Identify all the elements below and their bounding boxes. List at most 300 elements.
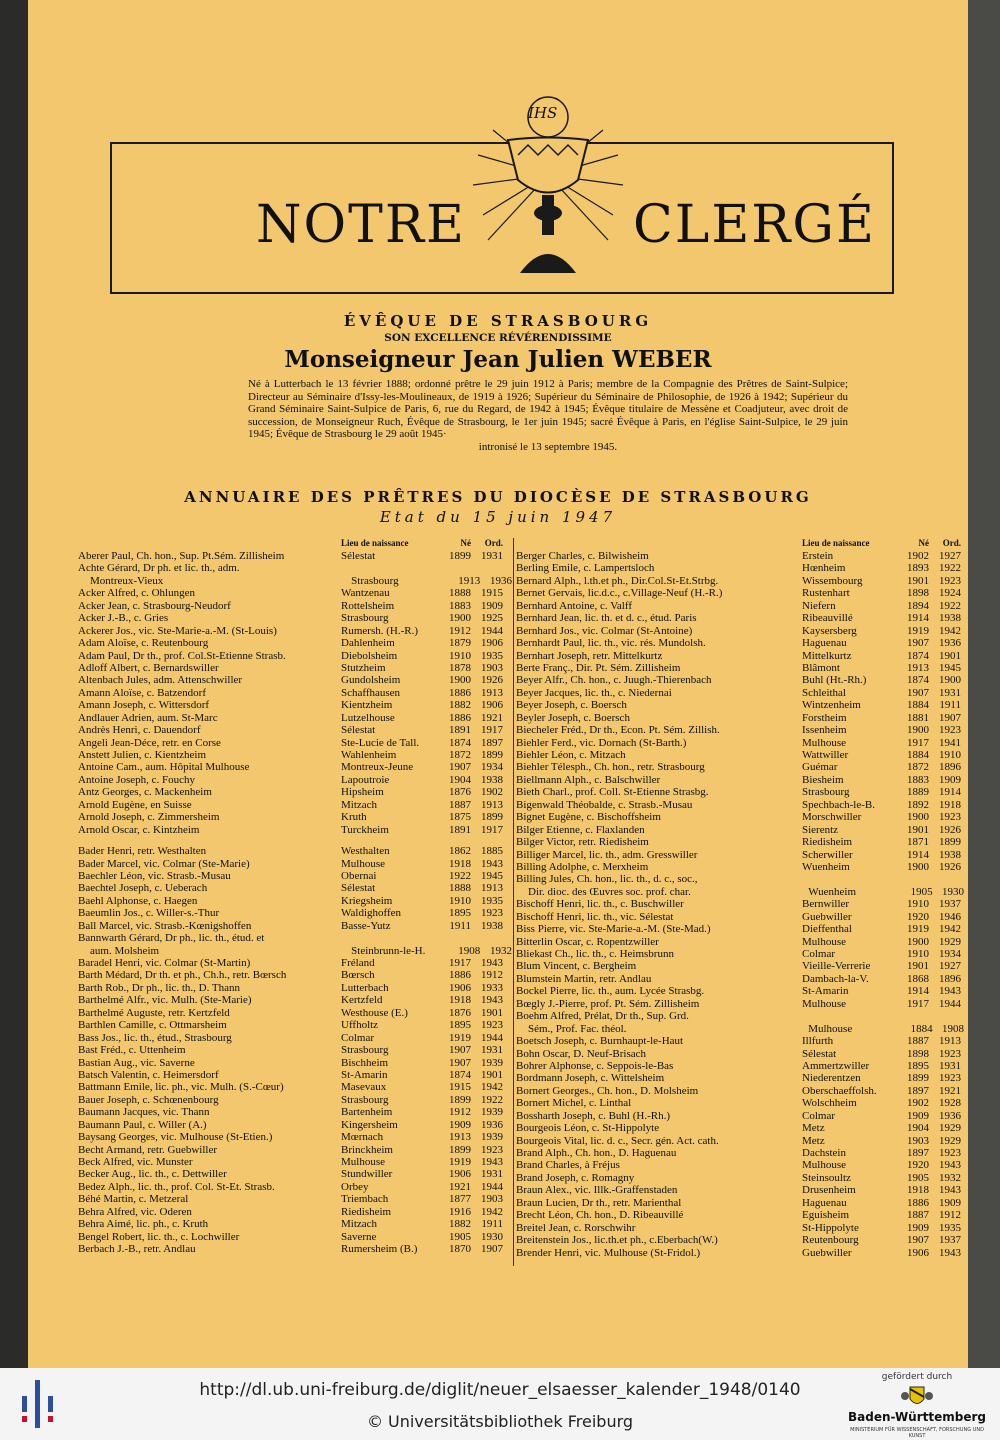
priest-entry <box>516 1072 964 1084</box>
birthplace: Haguenau <box>802 1196 847 1209</box>
birth-year: 1872 <box>449 749 471 761</box>
ordination-year: 1944 <box>481 1031 503 1044</box>
ordination-year: 1901 <box>939 649 961 662</box>
ordination-year: 1943 <box>939 985 961 998</box>
birthplace: Uffholtz <box>341 1019 379 1032</box>
priest-entry <box>516 761 964 773</box>
priest-entry <box>78 1144 512 1156</box>
ordination-year: 1924 <box>939 587 961 600</box>
priest-name: Bieth Charl., prof. Coll. St-Etienne Strasbg. <box>516 786 709 799</box>
priest-name: Baechler Léon, vic. Strasb.-Musau <box>78 869 231 882</box>
birth-year: 1900 <box>907 935 929 948</box>
ordination-year: 1943 <box>481 857 503 870</box>
birth-year: 1878 <box>449 661 471 674</box>
birth-year: 1917 <box>907 997 929 1010</box>
ordination-year <box>929 873 961 885</box>
birth-year: 1868 <box>907 972 929 985</box>
priest-entry <box>516 985 964 997</box>
priest-name: Boehm Alfred, Prélat, Dr th., Sup. Grd. <box>516 1010 689 1023</box>
birth-year: 1918 <box>449 857 471 870</box>
priest-entry <box>516 600 964 612</box>
priest-name: Barthlen Camille, c. Ottmarsheim <box>78 1019 227 1032</box>
birthplace: Saverne <box>341 1230 377 1243</box>
priest-name: Bohrer Alphonse, c. Seppois-le-Bas <box>516 1059 674 1072</box>
ordination-year: 1921 <box>939 1084 961 1097</box>
priest-name: Breitel Jean, c. Rorschwihr <box>516 1221 636 1234</box>
birthplace: Obernai <box>341 869 377 882</box>
priest-entry <box>516 562 964 574</box>
priest-entry <box>78 1168 512 1180</box>
birthplace: Mitzach <box>341 1218 378 1231</box>
ordination-year: 1931 <box>939 1059 961 1072</box>
ordination-year: 1931 <box>939 686 961 699</box>
ordination-year: 1942 <box>481 1081 503 1094</box>
ordination-year: 1923 <box>939 574 961 587</box>
ordination-year: 1938 <box>481 919 503 932</box>
birthplace: Bischheim <box>341 1056 389 1069</box>
priest-entry <box>78 562 512 574</box>
priest-name: Bannwarth Gérard, Dr ph., lic. th., étud. et <box>78 932 265 945</box>
priest-entry <box>516 1122 964 1134</box>
birthplace: Stutzheim <box>341 661 386 674</box>
birth-year <box>897 873 929 885</box>
birthplace: Masevaux <box>341 1081 387 1094</box>
ordination-year: 1932 <box>939 1171 961 1184</box>
birthplace: Mulhouse <box>802 997 846 1010</box>
ordination-year: 1927 <box>939 960 961 973</box>
priest-name: Adam Aloïse, c. Reutenbourg <box>78 637 209 650</box>
birth-year: 1921 <box>449 1180 471 1193</box>
birthplace: Rottelsheim <box>341 599 395 612</box>
ordination-year: 1917 <box>481 823 503 836</box>
priest-entry <box>516 1222 964 1234</box>
ordination-year: 1936 <box>939 637 961 650</box>
priest-entry <box>78 1094 512 1106</box>
ordination-year: 1922 <box>939 562 961 575</box>
priest-entry <box>78 587 512 599</box>
birthplace: Strasbourg <box>341 1093 389 1106</box>
birthplace: Mulhouse <box>341 1156 385 1168</box>
priest-entry <box>78 637 512 649</box>
priest-entry <box>78 625 512 637</box>
priest-name: Bilger Victor, retr. Riedisheim <box>516 836 649 849</box>
birthplace: Diebolsheim <box>341 649 398 662</box>
ordination-year: 1930 <box>481 1230 503 1243</box>
col-place-header: Lieu de naissance <box>802 538 870 548</box>
birthplace: Wahlenheim <box>341 749 397 761</box>
priest-entry <box>78 712 512 724</box>
birthplace: Westhouse (E.) <box>341 1006 408 1019</box>
birthplace: Wissembourg <box>802 574 863 587</box>
birthplace: Wantzenau <box>341 587 390 600</box>
priest-entry <box>78 550 512 562</box>
priest-entry <box>516 973 964 985</box>
birthplace: Rumersh. (H.-R.) <box>341 624 418 637</box>
priest-entry <box>78 1106 512 1118</box>
birth-year: 1870 <box>449 1243 471 1256</box>
birth-year: 1919 <box>907 624 929 637</box>
birth-year: 1901 <box>907 960 929 973</box>
col-ord-header: Ord. <box>942 538 961 548</box>
birthplace: Guebwiller <box>802 910 852 923</box>
priest-entry <box>516 737 964 749</box>
ordination-year: 1922 <box>939 599 961 612</box>
priest-name: Behra Aimé, lic. ph., c. Kruth <box>78 1218 209 1231</box>
priest-entry <box>516 861 964 873</box>
birthplace: Buhl (Ht.-Rh.) <box>802 674 867 687</box>
ordination-year: 1926 <box>939 860 961 873</box>
birth-year: 1882 <box>449 1218 471 1231</box>
ordination-year: 1911 <box>939 699 961 712</box>
priest-name: Aberer Paul, Ch. hon., Sup. Pt.Sém. Zillisheim <box>78 550 285 562</box>
column-divider <box>513 538 514 1266</box>
ordination-year: 1934 <box>481 761 503 774</box>
birthplace: Scherwiller <box>802 848 853 861</box>
priest-name: Battmann Emile, lic. ph., vic. Mulh. (S.-Cœur) <box>78 1081 284 1094</box>
priest-name: Brender Henri, vic. Mulhouse (St-Fridol.) <box>516 1246 701 1259</box>
birth-year: 1876 <box>449 786 471 799</box>
birthplace: Fréland <box>341 957 375 969</box>
priest-name: Brand Charles, à Fréjus <box>516 1159 620 1172</box>
priest-entry <box>516 662 964 674</box>
birth-year: 1874 <box>449 1068 471 1081</box>
ordination-year: 1938 <box>939 612 961 625</box>
priest-entry <box>78 737 512 749</box>
birth-year: 1886 <box>449 686 471 699</box>
priest-entry <box>516 849 964 861</box>
birth-year: 1910 <box>449 894 471 907</box>
priest-name: Bernhart Joseph, retr. Mittelkurtz <box>516 649 663 662</box>
priest-name: Arnold Eugène, en Suisse <box>78 798 192 811</box>
priest-entry <box>516 1110 964 1122</box>
birthplace: Dachstein <box>802 1147 846 1159</box>
birthplace: Metz <box>802 1122 825 1135</box>
ordination-year: 1910 <box>939 749 961 761</box>
priest-name: Achte Gérard, Dr ph. et lic. th., adm. <box>78 562 240 575</box>
priest-name: Baysang Georges, vic. Mulhouse (St-Etien.) <box>78 1131 273 1144</box>
priest-name: Bliekast Ch., lic. th., c. Heimsbrunn <box>516 948 674 960</box>
birth-year: 1906 <box>449 1168 471 1181</box>
priest-entry <box>516 699 964 711</box>
birth-year <box>897 1010 929 1022</box>
priest-entry <box>516 1135 964 1147</box>
birth-year: 1908 <box>458 944 481 957</box>
viewer-footer <box>0 1368 1000 1440</box>
birth-year: 1905 <box>907 1171 929 1184</box>
priest-name: Bœgly J.-Pierre, prof. Pt. Sém. Zillisheim <box>516 997 700 1010</box>
birth-year: 1906 <box>449 981 471 994</box>
priest-entry <box>516 886 964 898</box>
priest-name: Bedez Alph., lic. th., prof. Col. St-Et. Strasb. <box>78 1180 275 1193</box>
birthplace: Wuenheim <box>808 885 857 898</box>
column-header <box>78 538 512 550</box>
ordination-year: 1930 <box>942 885 965 898</box>
ordination-year: 1943 <box>939 1159 961 1172</box>
priest-name: Biecheler Fréd., Dr th., Econ. Pt. Sém. Zillish. <box>516 724 720 737</box>
sponsor-label: gefördert durch <box>881 1372 953 1382</box>
birth-year: 1902 <box>907 550 929 562</box>
birth-year: 1895 <box>449 907 471 920</box>
ordination-year <box>929 1010 961 1022</box>
ordination-year: 1944 <box>481 1180 503 1193</box>
ordination-year: 1909 <box>481 599 503 612</box>
ordination-year: 1912 <box>481 969 503 982</box>
priest-name: Blum Vincent, c. Bergheim <box>516 960 637 973</box>
birth-year: 1898 <box>907 1047 929 1060</box>
priest-name: Biehler Ferd., vic. Dornach (St-Barth.) <box>516 736 687 749</box>
birthplace: Strasbourg <box>341 1044 389 1057</box>
birthplace: St-Hippolyte <box>802 1221 859 1234</box>
priest-entry <box>78 662 512 674</box>
birthplace: Wintzenheim <box>802 699 861 712</box>
priest-entry <box>78 920 512 932</box>
birth-year: 1897 <box>907 1147 929 1159</box>
birthplace: Sierentz <box>802 823 839 836</box>
priest-entry <box>78 575 512 587</box>
birthplace: Lutzelhouse <box>341 711 395 724</box>
birthplace: Morschwiller <box>802 811 862 824</box>
priest-entry <box>516 1023 964 1035</box>
priest-name: Boetsch Joseph, c. Burnhaupt-le-Haut <box>516 1035 684 1048</box>
priest-name: Baeumlin Jos., c. Willer-s.-Thur <box>78 907 220 920</box>
priest-name: Acker Jean, c. Strasbourg-Neudorf <box>78 599 231 612</box>
priest-entry <box>78 845 512 857</box>
priest-entry <box>516 836 964 848</box>
birth-year: 1888 <box>449 882 471 895</box>
priest-name: Amann Aloïse, c. Batzendorf <box>78 686 206 699</box>
priest-entry <box>78 994 512 1006</box>
birthplace: Gundolsheim <box>341 674 401 687</box>
ordination-year: 1923 <box>939 1047 961 1060</box>
birth-year: 1922 <box>449 869 471 882</box>
priest-name: Berbach J.-B., retr. Andlau <box>78 1243 196 1256</box>
priest-entry <box>78 1007 512 1019</box>
ordination-year <box>471 562 503 574</box>
priest-name: Beyer Jacques, lic. th., c. Niedernai <box>516 686 672 699</box>
birthplace: Sélestat <box>341 550 376 562</box>
birthplace: Kaysersberg <box>802 624 857 637</box>
ordination-year: 1917 <box>481 724 503 737</box>
priest-entry <box>78 612 512 624</box>
ordination-year: 1903 <box>481 661 503 674</box>
birth-year: 1874 <box>907 674 929 687</box>
priest-name: Blumstein Martin, retr. Andlau <box>516 972 652 985</box>
priest-name: Arnold Joseph, c. Zimmersheim <box>78 811 220 824</box>
priest-name: Braun Alex., vic. Illk.-Graffenstaden <box>516 1184 678 1197</box>
ordination-year: 1936 <box>939 1109 961 1122</box>
ordination-year: 1943 <box>939 1184 961 1197</box>
priest-entry <box>78 724 512 736</box>
birth-year: 1905 <box>910 885 933 898</box>
birth-year: 1900 <box>449 612 471 625</box>
ordination-year: 1936 <box>490 574 512 587</box>
ordination-year: 1945 <box>939 661 961 674</box>
priest-name: Bauer Joseph, c. Schœnenbourg <box>78 1093 219 1106</box>
birth-year: 1919 <box>449 1031 471 1044</box>
priest-name: Baehl Alphonse, c. Haegen <box>78 894 198 907</box>
coat-of-arms-icon <box>900 1384 934 1410</box>
priest-name: Breitenstein Jos., lic.th.et ph., c.Eberbach(W.) <box>516 1234 718 1247</box>
birth-year: 1907 <box>907 686 929 699</box>
priest-name: Bastian Aug., vic. Saverne <box>78 1056 195 1069</box>
priest-entry <box>516 1060 964 1072</box>
priest-name: Bast Fréd., c. Uttenheim <box>78 1044 186 1057</box>
priest-entry <box>516 575 964 587</box>
ordination-year: 1939 <box>481 1056 503 1069</box>
birthplace: Mulhouse <box>802 1159 846 1172</box>
ordination-year: 1938 <box>481 773 503 786</box>
birthplace: St-Amarin <box>341 1068 388 1081</box>
priest-name: Amann Joseph, c. Wittersdorf <box>78 699 210 712</box>
birth-year: 1886 <box>449 969 471 982</box>
priest-name: Angeli Jean-Déce, retr. en Corse <box>78 736 221 749</box>
priest-entry <box>78 932 512 944</box>
priest-name: Ball Marcel, vic. Strasb.-Kœnigshoffen <box>78 919 252 932</box>
priest-name: Bigenwald Théobalde, c. Strasb.-Musau <box>516 798 693 811</box>
priest-entry <box>78 749 512 761</box>
priest-name: Bernard Alph., l.th.et ph., Dir.Col.St-Et.Strbg. <box>516 574 719 587</box>
priest-name: Brecht Léon, Ch. hon., D. Ribeauvillé <box>516 1209 684 1222</box>
birth-year: 1917 <box>907 736 929 749</box>
birth-year: 1887 <box>907 1035 929 1048</box>
birthplace: Ribeauvillé <box>802 612 853 625</box>
priest-list-left <box>78 538 512 1256</box>
priest-name: Bernhardt Paul, lic. th., vic. rés. Mundolsh. <box>516 637 706 650</box>
birth-year: 1913 <box>907 661 929 674</box>
bio-text: Né à Lutterbach le 13 février 1888; ordonné prêtre le 29 juin 1912 à Paris; membre de la Compagnie des Prêtres de Saint-Sulpice; Directeur au Séminaire d'Issy-les-Moulineaux, de 1919 à 1926; Supérieur du Séminaire de Philosophie, de 1926 à 1942; Supérieur du Grand Séminaire Saint-Sulpice de Paris, 6, rue du Regard, de 1942 à 1945; Évêque titulaire de Messène et Coadjuteur, avec droit de succession, de Monseigneur Ruch, Évêque de Strasbourg, le 1er juin 1945; sacré Évêque à Paris, en l'église Saint-Sulpice, le 29 juin 1945; Évêque de Strasbourg le 29 août 1945· <box>248 378 848 440</box>
priest-name: Antoine Cam., aum. Hôpital Mulhouse <box>78 761 250 774</box>
ordination-year: 1936 <box>481 1118 503 1131</box>
ordination-year: 1928 <box>939 1097 961 1110</box>
priest-name: Bernhard Jean, lic. th. et d. c., étud. Paris <box>516 612 697 625</box>
title-clerge: CLERGÉ <box>633 195 876 255</box>
ordination-year: 1911 <box>481 1218 503 1231</box>
priest-name: Bossharth Joseph, c. Buhl (H.-Rh.) <box>516 1109 670 1122</box>
priest-entry <box>516 1035 964 1047</box>
priest-name: Bohn Oscar, D. Neuf-Brisach <box>516 1047 646 1060</box>
priest-name: Baumann Paul, c. Willer (A.) <box>78 1118 207 1131</box>
priest-name: Anstett Julien, c. Kientzheim <box>78 749 206 761</box>
ordination-year: 1929 <box>939 1122 961 1135</box>
priest-name: Adloff Albert, c. Bernardswiller <box>78 661 219 674</box>
ordination-year: 1933 <box>481 981 503 994</box>
priest-entry <box>516 1172 964 1184</box>
birth-year: 1910 <box>907 898 929 911</box>
priest-name: Bornert Georges., Ch. hon., D. Molsheim <box>516 1084 699 1097</box>
priest-entry <box>516 1147 964 1159</box>
priest-entry <box>78 1231 512 1243</box>
ordination-year: 1942 <box>939 624 961 637</box>
priest-name: Antoine Joseph, c. Fouchy <box>78 773 196 786</box>
birthplace: Triembach <box>341 1193 389 1206</box>
ordination-year: 1939 <box>481 1131 503 1144</box>
priest-name: Beyler Joseph, c. Boersch <box>516 711 630 724</box>
birthplace: Biesheim <box>802 773 844 786</box>
ordination-year: 1925 <box>481 612 503 625</box>
birth-year: 1895 <box>907 1059 929 1072</box>
priest-name: Baechtel Joseph, c. Ueberach <box>78 882 208 895</box>
title-notre: NOTRE <box>256 195 466 255</box>
priest-entry <box>516 1247 964 1259</box>
ordination-year: 1943 <box>939 1246 961 1259</box>
ordination-year: 1909 <box>939 773 961 786</box>
priest-entry <box>78 1057 512 1069</box>
priest-entry <box>78 945 512 957</box>
ordination-year: 1903 <box>481 1193 503 1206</box>
birth-year: 1897 <box>907 1084 929 1097</box>
priest-entry <box>78 895 512 907</box>
document-url[interactable]: http://dl.ub.uni-freiburg.de/diglit/neuer_elsaesser_kalender_1948/0140 <box>199 1380 801 1400</box>
birthplace: Bartenheim <box>341 1106 393 1119</box>
column-header <box>516 538 964 550</box>
ordination-year: 1935 <box>939 1221 961 1234</box>
birth-year: 1900 <box>449 674 471 687</box>
birthplace: Reutenbourg <box>802 1234 859 1247</box>
priest-entry <box>78 1181 512 1193</box>
birth-year: 1899 <box>449 1143 471 1156</box>
priest-entry <box>78 907 512 919</box>
ordination-year: 1899 <box>481 811 503 824</box>
birthplace: Stundwiller <box>341 1168 393 1181</box>
ordination-year: 1897 <box>481 736 503 749</box>
ordination-year: 1946 <box>939 910 961 923</box>
birth-year: 1872 <box>907 761 929 774</box>
priest-name: Bernhard Jos., vic. Colmar (St-Antoine) <box>516 624 693 637</box>
ordination-year: 1913 <box>481 798 503 811</box>
birth-year: 1909 <box>449 1118 471 1131</box>
priest-entry <box>516 799 964 811</box>
priest-name: Billiger Marcel, lic. th., adm. Gresswiller <box>516 848 698 861</box>
priest-entry <box>516 587 964 599</box>
priest-entry <box>516 998 964 1010</box>
birth-year: 1883 <box>907 773 929 786</box>
priest-entry <box>516 1184 964 1196</box>
birthplace: Kruth <box>341 811 367 824</box>
ordination-year: 1921 <box>481 711 503 724</box>
birthplace: Ammertzwiller <box>802 1059 870 1072</box>
priest-entry <box>78 761 512 773</box>
ordination-year: 1901 <box>481 1006 503 1019</box>
ordination-year: 1901 <box>481 1068 503 1081</box>
priest-entry <box>516 1085 964 1097</box>
priest-name: Bernet Gervais, lic.d.c., c.Village-Neuf (H.-R.) <box>516 587 723 600</box>
priest-name: Beck Alfred, vic. Munster <box>78 1156 193 1168</box>
priest-entry <box>516 911 964 923</box>
priest-entry <box>78 600 512 612</box>
birth-year: 1907 <box>449 1044 471 1057</box>
priest-name: Andrès Henri, c. Dauendorf <box>78 724 201 737</box>
priest-entry <box>516 948 964 960</box>
ordination-year: 1938 <box>939 848 961 861</box>
ordination-year: 1913 <box>481 882 503 895</box>
birth-year: 1907 <box>449 761 471 774</box>
ordination-year: 1902 <box>481 786 503 799</box>
birthplace: St-Amarin <box>802 985 849 998</box>
birth-year: 1903 <box>907 1134 929 1147</box>
priest-entry <box>516 625 964 637</box>
birthplace: Guebwiller <box>802 1246 852 1259</box>
birthplace: Spechbach-le-B. <box>802 798 875 811</box>
birthplace: Mulhouse <box>808 1022 853 1035</box>
birthplace: Colmar <box>802 1109 835 1122</box>
birthplace: Mitzach <box>341 798 378 811</box>
ordination-year: 1923 <box>939 1147 961 1159</box>
priest-entry <box>78 774 512 786</box>
priest-entry <box>78 1044 512 1056</box>
birthplace: Colmar <box>341 1031 374 1044</box>
priest-name: Batsch Valentin, c. Heimersdorf <box>78 1068 219 1081</box>
birth-year: 1898 <box>907 587 929 600</box>
